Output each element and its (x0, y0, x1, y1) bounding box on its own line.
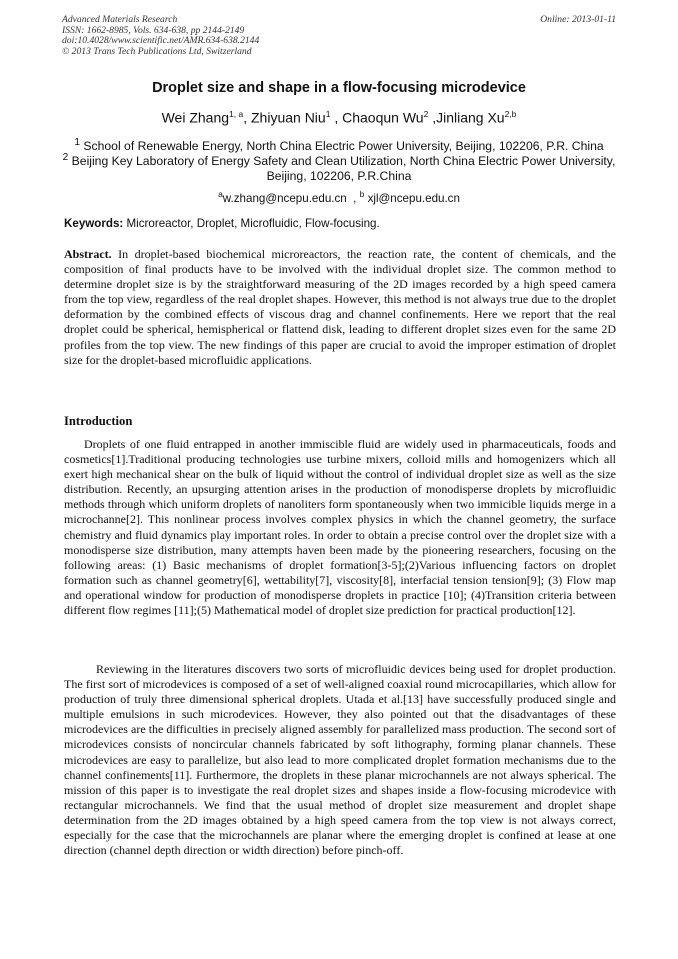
abstract-label: Abstract. (64, 247, 112, 261)
abstract (64, 247, 616, 368)
paper-title: Droplet size and shape in a flow-focusing microdevice (152, 80, 526, 96)
email-address[interactable]: xjl@ncepu.edu.cn (367, 191, 460, 205)
section-heading-introduction: Introduction (64, 414, 133, 428)
affiliation-2 (62, 151, 616, 183)
author-mark: 2 (423, 109, 429, 119)
email-mark: b (359, 189, 365, 199)
author-name: Jinliang Xu (436, 109, 505, 126)
intro-paragraph-2: Reviewing in the literatures discovers two sorts of microfluidic devices being used for droplet production. The first sort of microdevices is composed of a set of well-aligned coaxial round microcapillaries, which allow for production of truly three dimensional spherical droplets. Utada et al.[13] have successfully produced single and multiple emulsions in such microdevices. However, they also pointed out that the disadvantages of these microdevices are the difficulties in precisely aligned assembly for parallelized mass production. The second sort of microdevices consists of noncircular channels fabricated by soft lithography, forming planar channels. These microdevices are easy to parallelize, but also lead to more complicated droplet formation mechanisms due to the channel confinements[11]. Furthermore, the droplets in these planar microchannels are not always spherical. The mission of this paper is to investigate the real droplet sizes and shapes inside a flow-focusing microdevice with rectangular microchannels. We find that the usual method of droplet size measurement and droplet shape determination from the 2D images obtained by a high speed camera from the top view is not always correct, especially for the case that the microchannels are planar where the emerging droplet is confined at lease at one direction (channel depth direction or width direction) before pinch-off. (64, 662, 616, 858)
keywords-label: Keywords: (64, 217, 124, 230)
author-mark: 1 (325, 109, 331, 119)
email-line: $^a$w.zhang@ncepu.edu.cn , $^b$ xjl@ncepu.edu.cn (218, 189, 460, 205)
author-name: Chaoqun Wu (342, 109, 424, 126)
doi-line: doi:10.4028/www.scientific.net/AMR.634-638.2144 (62, 35, 260, 47)
email-mark: a (218, 189, 223, 199)
email-address[interactable]: w.zhang@ncepu.edu.cn (222, 191, 347, 205)
intro-paragraph-1: Droplets of one fluid entrapped in another immiscible fluid are widely used in pharmaceuticals, foods and cosmetics[1].Traditional producing technologies use turbine mixers, colloid mills and homogenizers which all exert high mechanical shear on the bulk of liquid without the control of individual droplet size as well as the size distribution. Recently, an upsurging attention arises in the production of monodisperse droplets by microfluidic methods through which uniform droplets of nanoliters form spontaneously when two immicible liquids merge in a microchanne[2]. This nonlinear process involves complex physics in which the channel geometry, the surface chemistry and fluid dynamics play important roles. In order to obtain a precise control over the droplet size with a monodisperse size distribution, many attempts haven been made by the pioneering researchers, focusing on the following areas: (1) Basic mechanisms of droplet formation[3-5];(2)Various influencing factors on droplet formation such as channel geometry[6], wettability[7], viscosity[8], interfacial tension tension[9]; (3) Flow map and operational window for production of monodisperse droplets in practice [10]; (4)Transition criteria between different flow regimes [11];(5) Mathematical model of droplet size prediction for practical production[12]. (64, 437, 616, 618)
online-date: Online: 2013-01-11 (540, 14, 616, 25)
issn-line: ISSN: 1662-8985, Vols. 634-638, pp 2144-2149 (62, 24, 245, 36)
affiliation-mark: 2 (62, 152, 69, 163)
copyright-line: © 2013 Trans Tech Publications Ltd, Switzerland (62, 45, 252, 57)
abstract-text: In droplet-based biochemical microreactors, the reaction rate, the content of chemicals, and the composition of final products have to be involved with the individual droplet size. The common method to determine droplet size is by the straightforward measuring of the 2D images recorded by a high speed camera from the top view, regardless of the real droplet shapes. However, this method is not always true due to the droplet deformation by the combined effects of viscous drag and channel confinements. Here we report that the real droplet could be spherical, hemispherical or flattend disk, leading to different droplet sizes even for the same 2D profiles from the top view. The new findings of this paper are crucial to avoid the improper estimation of droplet size for the droplet-based microfluidic applications. (64, 247, 617, 367)
author-mark: 1, a (229, 109, 244, 119)
author-name: Wei Zhang (161, 109, 230, 126)
affiliation-text: Beijing Key Laboratory of Energy Safety and Clean Utilization, North China Electric Power University, Beijing, 102206, P.R.China (71, 154, 616, 183)
author-list: Wei Zhang$^{1, a}$, Zhiyuan Niu$^1$ , Chaoqun Wu$^2$ ,Jinliang Xu$^{2,b}$ (161, 109, 517, 126)
author-mark: 2,b (504, 109, 517, 119)
affiliation-text: School of Renewable Energy, North China Electric Power University, Beijing, 102206, P.R. China (83, 139, 604, 154)
journal-name: Advanced Materials Research (62, 14, 178, 25)
keywords (64, 217, 616, 230)
author-name: Zhiyuan Niu (251, 109, 326, 126)
affiliation-mark: 1 (74, 137, 80, 148)
journal-header (62, 15, 616, 57)
keywords-text: Microreactor, Droplet, Microfluidic, Flow-focusing. (126, 217, 380, 230)
